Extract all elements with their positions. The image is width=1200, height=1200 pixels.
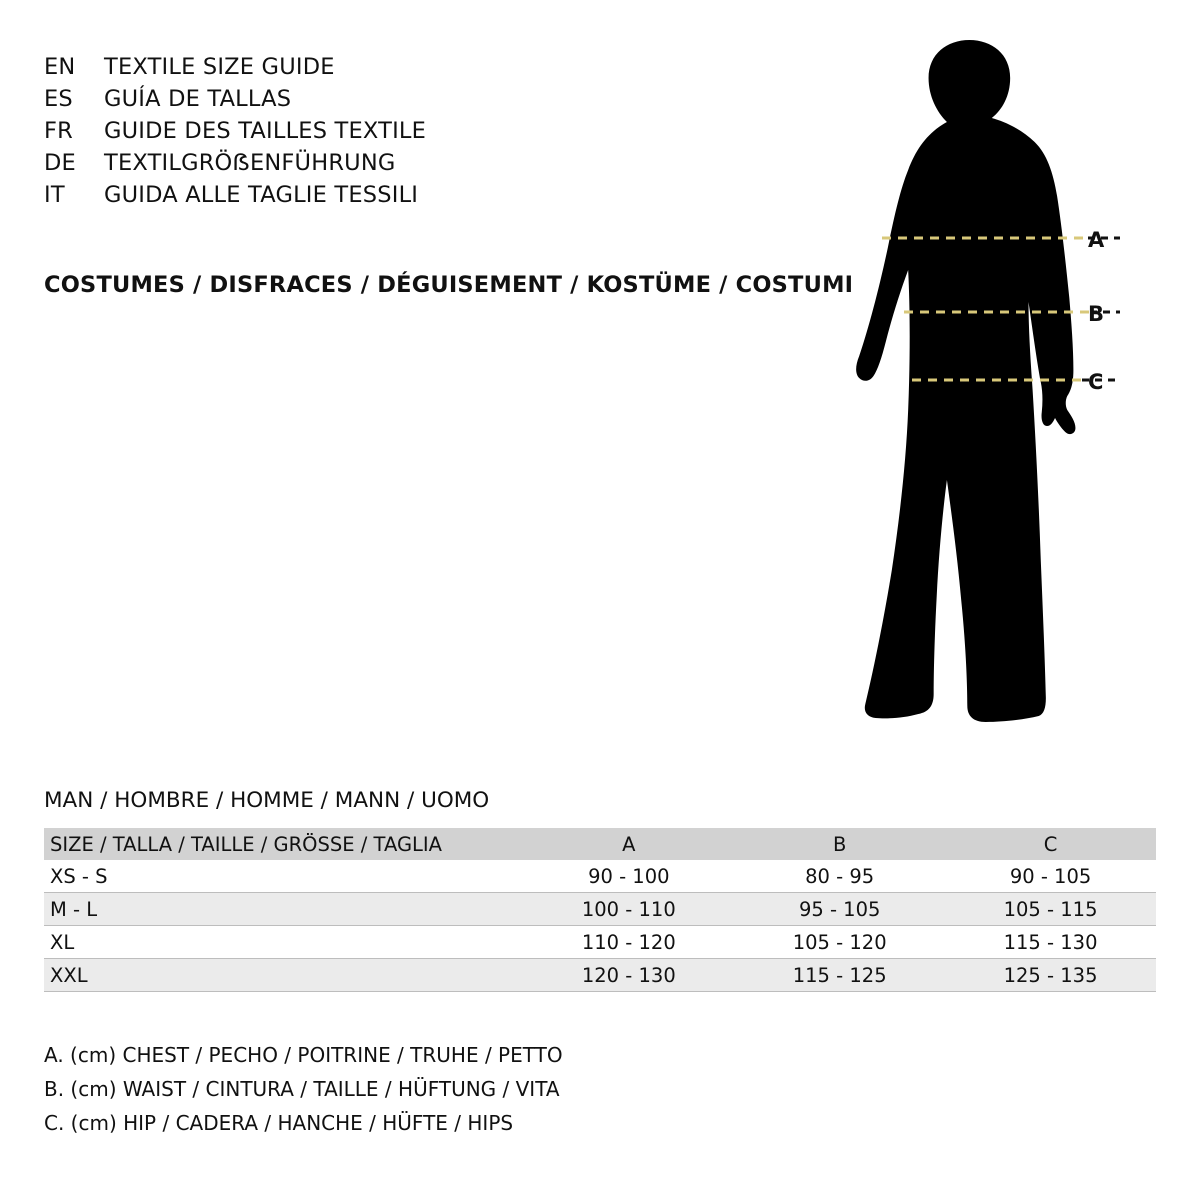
- language-list: [44, 54, 804, 214]
- table-header-a: A: [523, 828, 734, 860]
- size-table: [44, 828, 1156, 992]
- table-header-c: C: [945, 828, 1156, 860]
- table-header: [44, 828, 1156, 860]
- language-row-it: [44, 182, 804, 214]
- language-row-es: [44, 86, 804, 118]
- language-title-en: TEXTILE SIZE GUIDE: [104, 54, 335, 80]
- marker-label-b: B: [1088, 302, 1105, 326]
- cell-b: 95 - 105: [734, 893, 945, 926]
- language-code-es: ES: [44, 86, 73, 112]
- table-row: [44, 926, 1156, 959]
- cell-a: 120 - 130: [523, 959, 734, 992]
- marker-label-c: C: [1088, 370, 1104, 394]
- cell-a: 90 - 100: [523, 860, 734, 893]
- language-code-de: DE: [44, 150, 76, 176]
- language-code-it: IT: [44, 182, 65, 208]
- cell-size: M - L: [44, 893, 523, 926]
- language-row-de: [44, 150, 804, 182]
- language-row-en: [44, 54, 804, 86]
- language-title-es: GUÍA DE TALLAS: [104, 86, 292, 112]
- table-header-b: B: [734, 828, 945, 860]
- cell-a: 100 - 110: [523, 893, 734, 926]
- cell-c: 115 - 130: [945, 926, 1156, 959]
- language-code-en: EN: [44, 54, 76, 80]
- marker-label-a: A: [1088, 228, 1105, 252]
- cell-c: 105 - 115: [945, 893, 1156, 926]
- language-title-fr: GUIDE DES TAILLES TEXTILE: [104, 118, 427, 144]
- cell-size: XXL: [44, 959, 523, 992]
- table-header-size: SIZE / TALLA / TAILLE / GRÖSSE / TAGLIA: [44, 828, 523, 860]
- table-row: [44, 860, 1156, 893]
- language-row-fr: [44, 118, 804, 150]
- measurement-legend: [44, 1038, 563, 1140]
- legend-line-c: C. (cm) HIP / CADERA / HANCHE / HÜFTE / HIPS: [44, 1111, 514, 1135]
- table-row: [44, 893, 1156, 926]
- legend-line-b: B. (cm) WAIST / CINTURA / TAILLE / HÜFTUNG / VITA: [44, 1077, 560, 1101]
- table-row: [44, 959, 1156, 992]
- body-figure: [820, 30, 1160, 740]
- table-body: [44, 860, 1156, 992]
- cell-b: 105 - 120: [734, 926, 945, 959]
- category-line: COSTUMES / DISFRACES / DÉGUISEMENT / KOSTÜME / COSTUMI: [44, 272, 854, 298]
- silhouette-icon: [820, 30, 1160, 740]
- language-title-it: GUIDA ALLE TAGLIE TESSILI: [104, 182, 419, 208]
- cell-c: 90 - 105: [945, 860, 1156, 893]
- cell-a: 110 - 120: [523, 926, 734, 959]
- language-code-fr: FR: [44, 118, 73, 144]
- table-header-row: [44, 828, 1156, 860]
- cell-c: 125 - 135: [945, 959, 1156, 992]
- cell-size: XS - S: [44, 860, 523, 893]
- legend-line-a: A. (cm) CHEST / PECHO / POITRINE / TRUHE / PETTO: [44, 1043, 563, 1067]
- cell-size: XL: [44, 926, 523, 959]
- table-title: MAN / HOMBRE / HOMME / MANN / UOMO: [44, 788, 490, 813]
- language-title-de: TEXTILGRÖẞENFÜHRUNG: [104, 150, 396, 176]
- cell-b: 80 - 95: [734, 860, 945, 893]
- cell-b: 115 - 125: [734, 959, 945, 992]
